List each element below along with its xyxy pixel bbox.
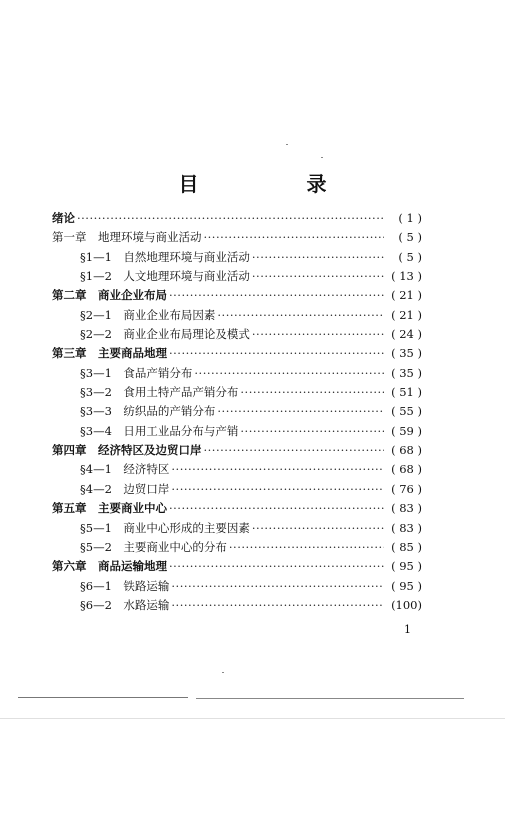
dot-leader <box>252 325 384 344</box>
toc-entry <box>52 460 422 479</box>
toc-entry-label: 第六章 商品运输地理 <box>52 559 167 574</box>
toc-entry-page: ( 5 ) <box>398 230 422 245</box>
toc-entry-label: §6—2 水路运输 <box>80 597 170 612</box>
dot-leader <box>171 480 384 499</box>
dot-leader <box>204 441 385 460</box>
dot-leader <box>240 422 384 441</box>
toc-entry-label: §2—2 商业企业布局理论及模式 <box>80 327 250 342</box>
toc-entry-page: ( 68 ) <box>391 443 422 458</box>
scan-line <box>18 697 188 698</box>
toc-entry-page: ( 76 ) <box>391 481 422 496</box>
toc-entry-label: §3—4 日用工业品分布与产销 <box>80 423 239 438</box>
toc-entry-page: ( 51 ) <box>391 385 422 400</box>
toc-entry <box>52 267 422 286</box>
toc-entry-page: ( 83 ) <box>391 520 422 535</box>
toc-entry-label: 第二章 商业企业布局 <box>52 288 167 303</box>
dot-leader <box>169 499 384 518</box>
scan-speck <box>321 157 323 158</box>
toc-entry <box>52 557 422 576</box>
scan-speck <box>286 144 288 145</box>
toc-entry-label: §6—1 铁路运输 <box>80 578 170 593</box>
toc-entry-page: ( 35 ) <box>391 365 422 380</box>
table-of-contents <box>52 209 422 615</box>
toc-entry-label: §5—2 主要商业中心的分布 <box>80 539 227 554</box>
toc-entry <box>52 519 422 538</box>
dot-leader <box>171 460 384 479</box>
dot-leader <box>240 383 384 402</box>
toc-entry-page: ( 59 ) <box>391 423 422 438</box>
toc-entry-label: §3—1 食品产销分布 <box>80 365 193 380</box>
dot-leader <box>169 344 384 363</box>
toc-entry-page: (100) <box>391 597 422 612</box>
toc-entry <box>52 480 422 499</box>
toc-entry <box>52 306 422 325</box>
dot-leader <box>77 209 384 228</box>
toc-entry-label: §1—1 自然地理环境与商业活动 <box>80 249 250 264</box>
toc-entry-label: §4—1 经济特区 <box>80 462 170 477</box>
dot-leader <box>204 228 385 247</box>
toc-entry <box>52 209 422 228</box>
toc-entry-label: 第五章 主要商业中心 <box>52 501 167 516</box>
dot-leader <box>169 286 384 305</box>
dot-leader <box>229 538 384 557</box>
page-number: 1 <box>404 623 411 636</box>
toc-entry-page: ( 1 ) <box>398 211 422 225</box>
toc-entry <box>52 499 422 518</box>
toc-entry-page: ( 24 ) <box>391 327 422 342</box>
toc-entry-page: ( 35 ) <box>391 346 422 361</box>
toc-entry-page: ( 95 ) <box>391 559 422 574</box>
toc-entry <box>52 538 422 557</box>
dot-leader <box>194 364 384 383</box>
toc-entry <box>52 422 422 441</box>
dot-leader <box>171 577 384 596</box>
dot-leader <box>217 402 384 421</box>
toc-entry <box>52 441 422 460</box>
toc-entry <box>52 383 422 402</box>
toc-entry-label: 绪论 <box>52 211 75 225</box>
dot-leader <box>171 596 384 615</box>
toc-entry-label: §3—3 纺织品的产销分布 <box>80 404 216 419</box>
toc-entry-label: 第一章 地理环境与商业活动 <box>52 230 202 245</box>
toc-entry <box>52 344 422 363</box>
dot-leader <box>169 557 384 576</box>
toc-entry-label: §2—1 商业企业布局因素 <box>80 307 216 322</box>
toc-entry-page: ( 95 ) <box>391 578 422 593</box>
toc-entry-label: §5—1 商业中心形成的主要因素 <box>80 520 250 535</box>
toc-entry-page: ( 21 ) <box>391 307 422 322</box>
toc-entry-page: ( 13 ) <box>391 269 422 284</box>
toc-entry-label: §1—2 人文地理环境与商业活动 <box>80 269 250 284</box>
toc-entry-label: 第三章 主要商品地理 <box>52 346 167 361</box>
toc-entry <box>52 596 422 615</box>
scan-line <box>0 718 505 719</box>
toc-entry-page: ( 5 ) <box>398 249 422 264</box>
toc-entry <box>52 402 422 421</box>
toc-entry-label: 第四章 经济特区及边贸口岸 <box>52 443 202 458</box>
toc-entry-label: §3—2 食用土特产品产销分布 <box>80 385 239 400</box>
dot-leader <box>252 519 384 538</box>
toc-entry <box>52 248 422 267</box>
dot-leader <box>217 306 384 325</box>
toc-entry <box>52 364 422 383</box>
dot-leader <box>252 248 384 267</box>
toc-entry-page: ( 85 ) <box>391 539 422 554</box>
dot-leader <box>252 267 384 286</box>
toc-entry <box>52 228 422 247</box>
toc-entry-page: ( 55 ) <box>391 404 422 419</box>
toc-entry-label: §4—2 边贸口岸 <box>80 481 170 496</box>
toc-entry <box>52 577 422 596</box>
toc-entry <box>52 286 422 305</box>
toc-entry-page: ( 21 ) <box>391 288 422 303</box>
scan-line <box>196 698 464 699</box>
toc-entry-page: ( 68 ) <box>391 462 422 477</box>
toc-entry <box>52 325 422 344</box>
scan-speck <box>222 672 224 673</box>
toc-entry-page: ( 83 ) <box>391 501 422 516</box>
page-title: 目 录 <box>178 172 371 196</box>
